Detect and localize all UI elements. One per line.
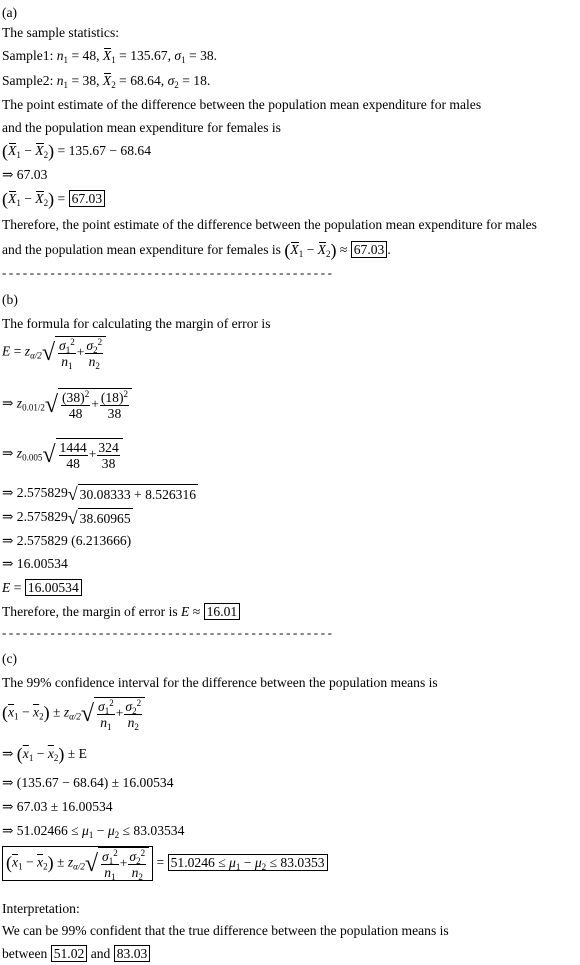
step4-prefix: ⇒ 2.575829 bbox=[2, 509, 68, 525]
margin-error-step-3: ⇒ 2.575829√ 30.08333 + 8.526316 bbox=[2, 484, 197, 504]
part-a-heading: (a) bbox=[2, 5, 18, 20]
difference-step: ⇒ 67.03 bbox=[2, 167, 48, 182]
part-b-conclusion: Therefore, the margin of error is E ≈ 16.01 bbox=[2, 603, 240, 621]
sample2-line: Sample2: $n_1 = 38$, $X_2 = 68.64$, $\sigma_2 = 18$. bbox=[2, 73, 211, 90]
and-text: and bbox=[90, 946, 111, 961]
interpretation-text: We can be 99% confident that the true difference between the population means is bbox=[2, 923, 449, 938]
point-estimate-text-1: The point estimate of the difference between the population mean expenditure for males bbox=[2, 97, 482, 112]
sample2-mean: 68.64 bbox=[130, 73, 161, 88]
ci-step2-tail: ± E bbox=[67, 746, 87, 761]
interpretation-bounds bbox=[2, 945, 150, 963]
ci-step-2: ⇒ $(\overline{x}_1 - \overline{x}_2) \pm E$ bbox=[2, 744, 87, 764]
variance1-value: 1444 bbox=[59, 440, 87, 455]
n1-value-2: 48 bbox=[66, 456, 80, 471]
conclusion-b-text: Therefore, the margin of error is bbox=[2, 604, 178, 619]
lower-bound-box: 51.02 bbox=[51, 945, 88, 962]
sample1-sigma: 38. bbox=[200, 48, 218, 63]
n2-value: 38 bbox=[107, 406, 122, 421]
margin-error-intro: The formula for calculating the margin of error is bbox=[2, 316, 271, 331]
margin-error-step-6: ⇒ 16.00534 bbox=[2, 556, 68, 571]
margin-error-result-line: E = 16.00534 bbox=[2, 579, 82, 597]
conclusion-b-result-box: 16.01 bbox=[204, 603, 241, 620]
ci-formula-box: $(\overline{x}_1 - \overline{x}_2) \pm z_{\alpha/2}√$ $\frac{\sigma_1^2}{n_1}$ + $\frac{\sigma_2^2}{n_2}$ bbox=[2, 846, 153, 881]
upper-bound-box: 83.03 bbox=[114, 945, 151, 962]
sample1-label: Sample1: bbox=[2, 48, 57, 63]
sample1-line: Sample1: $n_1 = 48$, $X_1 = 135.67$, $\sigma_1 = 38$. bbox=[2, 48, 218, 65]
sample2-label: Sample2: bbox=[2, 73, 57, 88]
z-subscript-2: 0.005 bbox=[22, 452, 43, 463]
interpretation-label: Interpretation: bbox=[2, 901, 80, 916]
z-subscript-1: 0.01/2 bbox=[22, 402, 45, 413]
ci-step-5: ⇒ $51.02466 \le \mu_1 - \mu_2 \le 83.03534$ bbox=[2, 823, 185, 840]
conclusion-a-result-box: 67.03 bbox=[351, 241, 388, 258]
sample2-n: 38 bbox=[82, 73, 97, 88]
ci-result-box: $51.0246 \le \mu_1 - \mu_2 \le 83.0353$ bbox=[168, 854, 328, 871]
margin-error-result-box: 16.00534 bbox=[25, 579, 82, 596]
n2-value-2: 38 bbox=[101, 456, 116, 471]
sample-stats-intro: The sample statistics: bbox=[2, 25, 120, 40]
difference-expression: $(X_1 - X_2) = 135.67 - 68.64$ bbox=[2, 141, 151, 161]
sigma2-value: (18) bbox=[100, 390, 124, 405]
part-b-heading: (b) bbox=[2, 292, 18, 307]
ci-result-right: ≤ 83.0353 bbox=[266, 854, 325, 870]
between-text: between bbox=[2, 946, 48, 961]
ci-final-line: $(\overline{x}_1 - \overline{x}_2) \pm z_{\alpha/2}√$ $\frac{\sigma_1^2}{n_1}$ + $\frac{\sigma_2^2}{n_2}$ = $51.0246 \le \mu_1 - \mu_2 \le 83.0353$ bbox=[2, 846, 328, 881]
margin-error-step-4: ⇒ 2.575829√ 38.60965 bbox=[2, 508, 131, 528]
margin-error-substitution: ⇒ $z_{0.01/2}√$ $\frac{(38)^2}{48}$ + $\frac{(18)^2}{38}$ bbox=[2, 388, 132, 421]
ci-step5-right: ≤ 83.03534 bbox=[119, 823, 185, 838]
margin-error-squared: ⇒ $z_{0.005}√$ $\frac{1444}{48}$ + $\frac{324}{38}$ bbox=[2, 438, 123, 471]
sigma1-value: (38) bbox=[62, 390, 85, 405]
part-a-conclusion-1: Therefore, the point estimate of the difference between the population mean expenditure for males bbox=[2, 217, 537, 232]
ci-step-4: ⇒ 67.03 ± 16.00534 bbox=[2, 799, 113, 814]
separator-b: ------------------------------------------------ bbox=[2, 625, 335, 640]
margin-error-formula: $E = z_{\alpha/2}√$ $\frac{\sigma_1^2}{n_1}$ + $\frac{\sigma_2^2}{n_2}$ bbox=[2, 336, 106, 369]
n1-value: 48 bbox=[68, 406, 83, 421]
part-a-conclusion-2: and the population mean expenditure for females is $(X_1 - X_2) \approx 67.03$ . bbox=[2, 240, 391, 260]
ci-result-left: 51.0246 ≤ bbox=[170, 854, 230, 870]
sample1-mean: 135.67 bbox=[130, 48, 168, 63]
sample1-n: 48 bbox=[82, 48, 97, 63]
difference-result-box: 67.03 bbox=[69, 190, 106, 207]
point-estimate-text-2: and the population mean expenditure for females is bbox=[2, 120, 281, 135]
variance2-value: 324 bbox=[98, 440, 119, 455]
difference-value-expr: = 135.67 − 68.64 bbox=[57, 143, 151, 158]
part-c-heading: (c) bbox=[2, 651, 18, 666]
ci-step5-left: ⇒ 51.02466 ≤ bbox=[2, 823, 83, 838]
ci-step-3: ⇒ (135.67 − 68.64) ± 16.00534 bbox=[2, 775, 174, 790]
margin-error-step-5: ⇒ 2.575829 (6.213666) bbox=[2, 533, 132, 548]
step4-radicand: 38.60965 bbox=[78, 508, 133, 528]
difference-result-line: $(X_1 - X_2) = 67.03$ bbox=[2, 190, 105, 208]
sample2-sigma: 18. bbox=[193, 73, 211, 88]
confidence-interval-formula: $(\overline{x}_1 - \overline{x}_2) \pm z_{\alpha/2}√$ $\frac{\sigma_1^2}{n_1}$ + $\frac{\sigma_2^2}{n_2}$ bbox=[2, 697, 145, 730]
step3-prefix: ⇒ 2.575829 bbox=[2, 485, 68, 501]
confidence-interval-intro: The 99% confidence interval for the difference between the population means is bbox=[2, 675, 438, 690]
conclusion-2-text: and the population mean expenditure for females is bbox=[2, 242, 281, 257]
step3-radicand: 30.08333 + 8.526316 bbox=[78, 484, 198, 504]
separator-a: ------------------------------------------------ bbox=[2, 265, 335, 280]
